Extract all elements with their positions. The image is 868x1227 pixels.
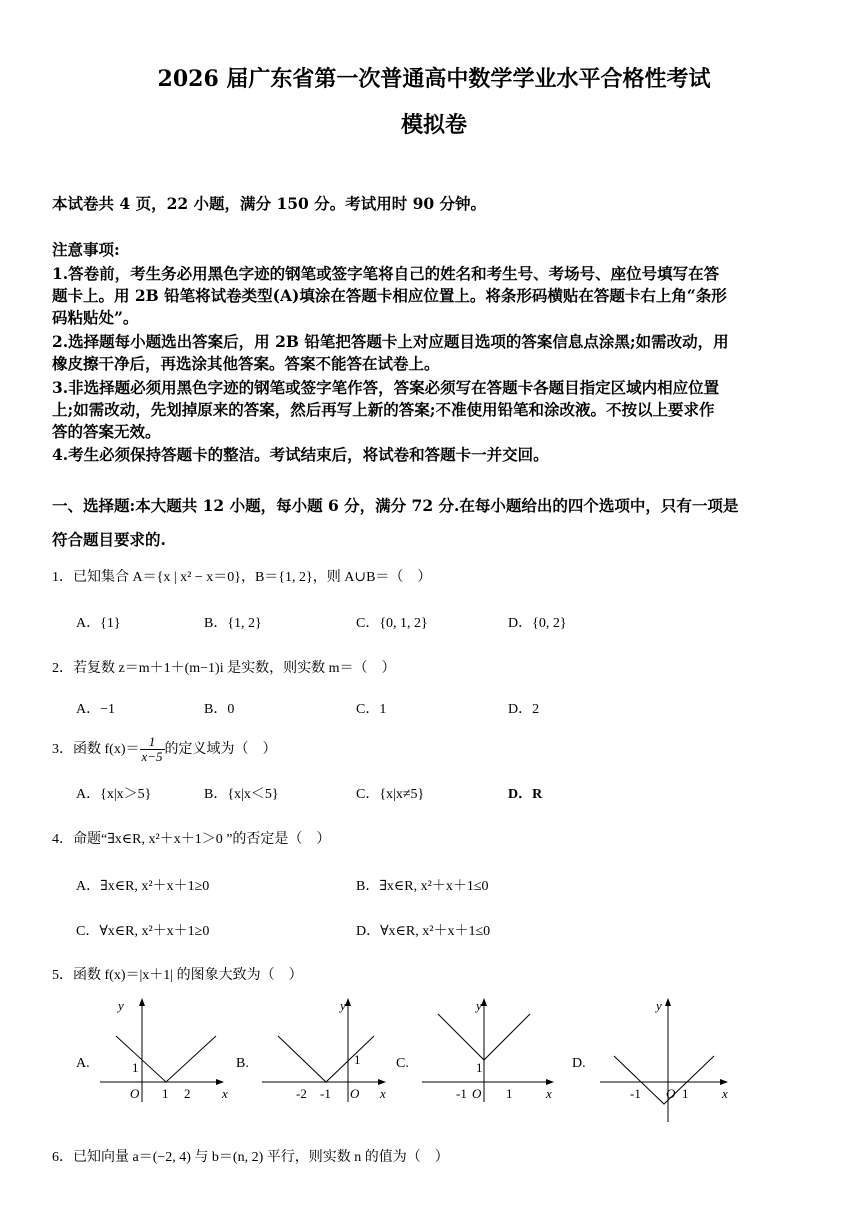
graph-b: [258, 994, 388, 1106]
question-1-stem: 1．已知集合 A＝{x | x² − x＝0}，B＝{1, 2}，则 A∪B＝（ ）: [52, 570, 432, 585]
fraction-denominator: x−5: [141, 749, 163, 765]
question-2-option-c: C．1: [356, 702, 387, 717]
question-3-option-b: B．{x|x＜5}: [204, 787, 279, 802]
axis-label-x: x: [722, 1086, 728, 1101]
question-4-option-b: B．∃x∈R, x²＋x＋1≤0: [356, 879, 489, 894]
axis-label-x: x: [380, 1086, 386, 1101]
origin-label: O: [472, 1086, 482, 1101]
notice-line: 橡皮擦干净后，再选涂其他答案。答案不能答在试卷上。: [52, 354, 440, 373]
question-6-stem: 6．已知向量 a＝(−2, 4) 与 b＝(n, 2) 平行，则实数 n 的值为（ ）: [52, 1150, 449, 1165]
tick-label: 1: [682, 1086, 689, 1101]
tick-label: 1: [132, 1060, 139, 1075]
exam-intro: 本试卷共 4 页，22 小题，满分 150 分。考试用时 90 分钟。: [52, 194, 487, 213]
notice-line: 1.答卷前，考生务必用黑色字迹的钢笔或签字笔将自己的姓名和考生号、考场号、座位号填写在答: [52, 264, 720, 283]
question-3-stem-suffix: 的定义域为（ ）: [164, 742, 277, 757]
graph-c: [418, 994, 556, 1106]
origin-label: O: [130, 1086, 140, 1101]
question-4-stem: 4．命题“∃x∈R, x²＋x＋1＞0 ”的否定是（ ）: [52, 832, 331, 847]
question-5-stem: 5．函数 f(x)＝|x＋1| 的图象大致为（ ）: [52, 968, 303, 983]
notice-line: 码粘贴处”。: [52, 308, 139, 327]
axis-label-y: y: [118, 998, 124, 1013]
question-4-option-a: A．∃x∈R, x²＋x＋1≥0: [76, 879, 210, 894]
graph-d: [596, 994, 736, 1126]
question-2-option-a: A．−1: [76, 702, 116, 717]
question-3-stem-prefix: 3．函数 f(x)＝: [52, 742, 140, 757]
axis-label-x: x: [222, 1086, 228, 1101]
tick-label: -1: [630, 1086, 641, 1101]
notice-line: 2.选择题每小题选出答案后，用 2B 铅笔把答题卡上对应题目选项的答案信息点涂黑;如需改动，用: [52, 332, 729, 351]
axis-label-y: y: [340, 998, 346, 1013]
tick-label: 1: [354, 1052, 361, 1067]
notice-line: 上;如需改动，先划掉原来的答案，然后再写上新的答案;不准使用铅笔和涂改液。不按以上要求作: [52, 400, 715, 419]
question-3-option-c: C．{x|x≠5}: [356, 787, 425, 802]
notice-line: 3.非选择题必须用黑色字迹的钢笔或签字笔作答，答案必须写在答题卡各题目指定区域内相应位置: [52, 378, 720, 397]
section-heading-cont: 符合题目要求的.: [52, 530, 166, 549]
origin-label: O: [666, 1086, 676, 1101]
question-5-option-d-label: D.: [572, 1056, 586, 1071]
fraction-numerator: 1: [140, 735, 165, 750]
notice-line: 答的答案无效。: [52, 422, 161, 441]
origin-label: O: [350, 1086, 360, 1101]
tick-label: 1: [506, 1086, 513, 1101]
question-3-stem: [52, 730, 277, 770]
question-3-option-d: D．R: [508, 787, 543, 802]
notice-line: 4.考生必须保持答题卡的整洁。考试结束后，将试卷和答题卡一并交回。: [52, 445, 549, 464]
question-3-option-a: A．{x|x＞5}: [76, 787, 152, 802]
question-1-option-d: D．{0, 2}: [508, 616, 567, 631]
axis-label-x: x: [546, 1086, 552, 1101]
question-1-option-c: C．{0, 1, 2}: [356, 616, 428, 631]
question-2-option-d: D．2: [508, 702, 540, 717]
question-2-stem: 2．若复数 z＝m＋1＋(m−1)i 是实数，则实数 m＝（ ）: [52, 661, 396, 676]
tick-label: -2: [296, 1086, 307, 1101]
tick-label: -1: [456, 1086, 467, 1101]
axis-label-y: y: [656, 998, 662, 1013]
tick-label: -1: [320, 1086, 331, 1101]
question-4-option-c: C．∀x∈R, x²＋x＋1≥0: [76, 924, 210, 939]
question-1-option-a: A．{1}: [76, 616, 121, 631]
question-2-option-b: B．0: [204, 702, 235, 717]
question-5-option-c-label: C.: [396, 1056, 409, 1071]
question-5-option-b-label: B.: [236, 1056, 249, 1071]
question-4-option-d: D．∀x∈R, x²＋x＋1≤0: [356, 924, 491, 939]
graph-a: [96, 994, 226, 1106]
exam-title-line2: 模拟卷: [400, 112, 467, 138]
section-heading: 一、选择题:本大题共 12 小题，每小题 6 分，满分 72 分.在每小题给出的四个选项中，只有一项是: [52, 496, 739, 515]
tick-label: 2: [184, 1086, 191, 1101]
exam-title-line1: 2026 届广东省第一次普通高中数学学业水平合格性考试: [157, 66, 711, 92]
fraction: [140, 735, 165, 764]
question-1-option-b: B．{1, 2}: [204, 616, 262, 631]
tick-label: 1: [476, 1060, 483, 1075]
notice-heading: 注意事项:: [52, 240, 120, 259]
notice-line: 题卡上。用 2B 铅笔将试卷类型(A)填涂在答题卡相应位置上。将条形码横贴在答题卡右上角“条形: [52, 286, 727, 305]
tick-label: 1: [162, 1086, 169, 1101]
question-5-option-a-label: A.: [76, 1056, 90, 1071]
axis-label-y: y: [476, 998, 482, 1013]
